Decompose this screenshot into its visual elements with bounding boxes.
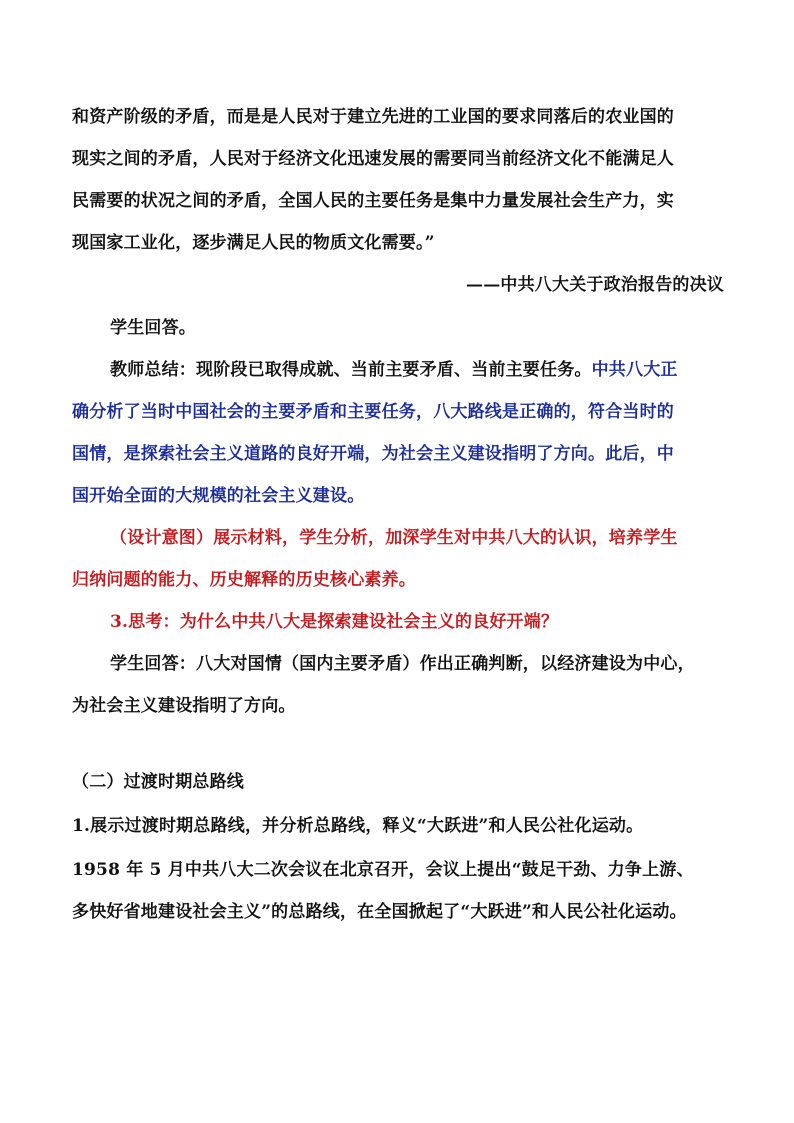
- quote-line-1: 和资产阶级的矛盾，而是是人民对于建立先进的工业国的要求同落后的农业国的: [72, 107, 674, 127]
- teacher-summary-line-3: 国情，是探索社会主义道路的良好开端，为社会主义建设指明了方向。此后，中: [72, 444, 674, 464]
- design-intent-line-2: 归纳问题的能力、历史解释的历史核心素养。: [72, 570, 416, 590]
- student-answer-2-line-1: 学生回答：八大对国情（国内主要矛盾）作出正确判断，以经济建设为中心，: [110, 654, 695, 674]
- design-intent-line-1: （设计意图）展示材料，学生分析，加深学生对中共八大的认识，培养学生: [110, 528, 678, 548]
- think-question-3: 3.思考：为什么中共八大是探索建设社会主义的良好开端？: [110, 612, 559, 632]
- para-1958-line-1: 1958 年 5 月中共八大二次会议在北京召开，会议上提出“鼓足干劲、力争上游、: [72, 860, 694, 880]
- teacher-summary-prefix: 教师总结：现阶段已取得成就、当前主要矛盾、当前主要任务。: [110, 360, 592, 380]
- teacher-summary-line-2: 确分析了当时中国社会的主要矛盾和主要任务，八大路线是正确的，符合当时的: [72, 402, 674, 422]
- item-1: 1.展示过渡时期总路线，并分析总路线，释义“大跃进”和人民公社化运动。: [72, 816, 644, 836]
- teacher-summary-line-4: 国开始全面的大规模的社会主义建设。: [72, 486, 365, 506]
- teacher-summary-blue-1: 中共八大正: [591, 360, 678, 380]
- quote-line-4: 现国家工业化，逐步满足人民的物质文化需要。”: [72, 233, 435, 253]
- quote-line-2: 现实之间的矛盾，人民对于经济文化迅速发展的需要同当前经济文化不能满足人: [72, 149, 674, 169]
- quote-line-3: 民需要的状况之间的矛盾，全国人民的主要任务是集中力量发展社会生产力，实: [72, 191, 674, 211]
- student-answer-2-line-2: 为社会主义建设指明了方向。: [72, 696, 296, 716]
- teacher-summary-line-1: [110, 358, 732, 382]
- student-answer-1: 学生回答。: [110, 318, 196, 338]
- para-1958-line-2: 多快好省地建设社会主义”的总路线，在全国掀起了“大跃进”和人民公社化运动。: [72, 902, 687, 922]
- section-heading: （二）过渡时期总路线: [72, 772, 244, 792]
- quote-source: ——中共八大关于政治报告的决议: [466, 275, 724, 295]
